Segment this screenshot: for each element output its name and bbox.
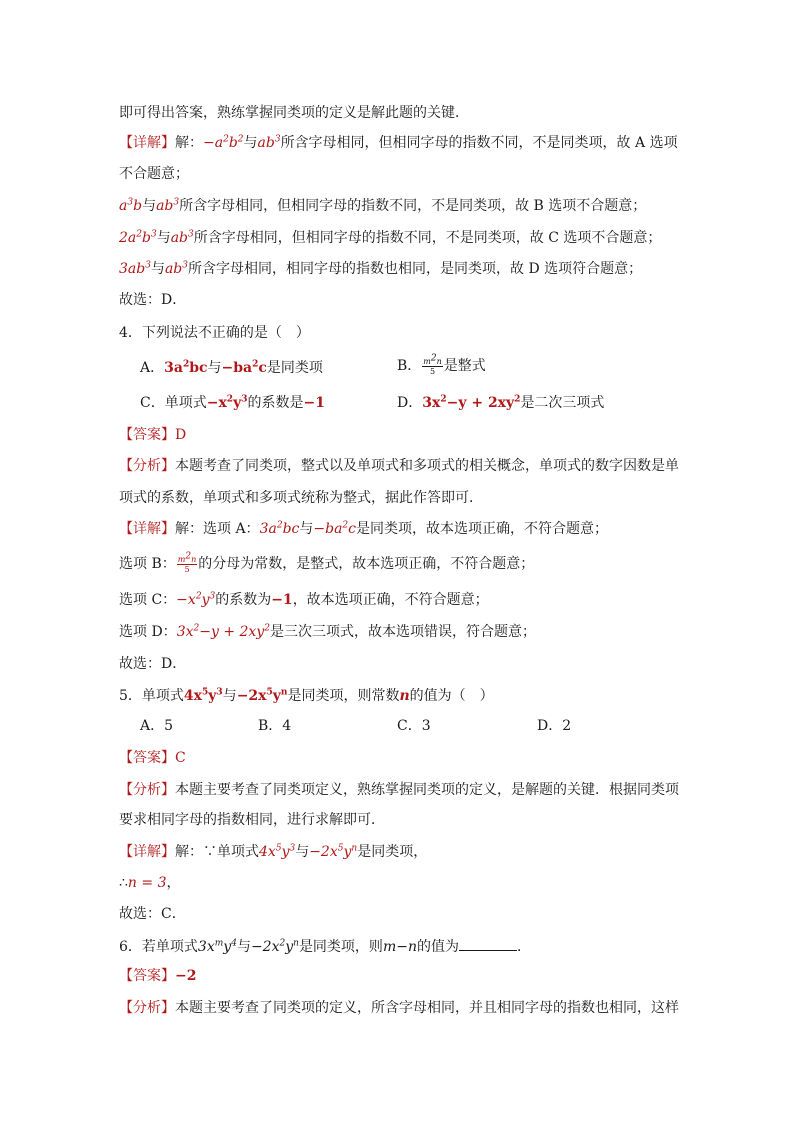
text-line: 选项 C：$-x^2y^3$的系数为−1，故本选项正确，不符合题意； — [119, 591, 489, 608]
q4-option-b: B． $\frac{m^2n}{5}$ 是整式 — [397, 352, 486, 376]
text-line: $a^3b$与$ab^3$所含字母相同，但相同字母的指数不同，不是同类项，故 B 选项不合题意； — [119, 197, 647, 214]
answer-line: 【答案】D — [119, 427, 187, 443]
answer-line: 【答案】−2 — [119, 968, 197, 984]
text-line: $2a^2b^3$与$ab^3$所含字母相同，但相同字母的指数不同，不是同类项，故 C 选项不合题意； — [119, 229, 662, 246]
question-6: 6．若单项式$3x^my^4$与$-2x^2y^n$是同类项，则m−n的值为 ． — [119, 936, 531, 957]
q4-option-d: D．$3x^2-y + 2xy^2$是二次三项式 — [397, 394, 605, 411]
answer-blank[interactable] — [459, 936, 517, 951]
detail-line: 【详解】解：选项 A：$3a^2bc$与$-ba^2c$是同类项，故本选项正确，不符合题意； — [119, 520, 608, 537]
question-4: 4．下列说法不正确的是（ ） — [119, 325, 310, 341]
analysis-line: 【分析】本题主要考查了同类项定义，熟练掌握同类项的定义，是解题的关键．根据同类项 — [119, 782, 679, 798]
q4-option-c: C．单项式$-x^2y^3$的系数是−1 — [140, 394, 325, 411]
text-line: ∴n = 3， — [119, 875, 181, 891]
text-line: 要求相同字母的指数相同，进行求解即可． — [119, 812, 385, 828]
detail-line: 【详解】解：∵单项式$4x^5y^3$与$-2x^5y^n$是同类项， — [119, 843, 428, 860]
text-line: 选项 D：$3x^2-y + 2xy^2$是三次三项式，故本选项错误，符合题意； — [119, 623, 536, 640]
text-line: 故选：D． — [119, 292, 187, 308]
text-line: 【详解】解：$-a^2b^2$与$ab^3$所含字母相同，但相同字母的指数不同，不是同类项，故 A 选项 — [119, 134, 678, 151]
q5-option-c: C．3 — [397, 718, 431, 734]
analysis-line: 【分析】本题主要考查了同类项的定义，所含字母相同，并且相同字母的指数也相同，这样 — [119, 1000, 679, 1016]
text-line: 即可得出答案，熟练掌握同类项的定义是解此题的关键． — [119, 105, 469, 121]
text-line: 项式的系数，单项式和多项式统称为整式，据此作答即可． — [119, 490, 483, 506]
question-5: 5．单项式$4x^5y^3$与$-2x^5y^n$是同类项，则常数n的值为（ ） — [119, 687, 494, 704]
q4-option-a: A．$3a^2bc$与$-ba^2c$是同类项 — [140, 359, 323, 376]
text-line: $3ab^3$与$ab^3$所含字母相同，相同字母的指数也相同，是同类项，故 D 选项符合题意； — [119, 260, 643, 277]
text-line: 选项 B： $\frac{m^2n}{5}$ 的分母为常数，是整式，故本选项正确，不符合题意； — [119, 550, 535, 574]
q5-option-a: A．5 — [140, 718, 174, 734]
text-line: 不合题意； — [119, 166, 189, 182]
text-line: 故选：C． — [119, 906, 186, 922]
q5-option-d: D．2 — [537, 718, 572, 734]
q5-option-b: B．4 — [258, 718, 292, 734]
text-line: 故选：D． — [119, 656, 187, 672]
analysis-line: 【分析】本题考查了同类项，整式以及单项式和多项式的相关概念，单项式的数字因数是单 — [119, 458, 679, 474]
answer-line: 【答案】C — [119, 750, 186, 766]
